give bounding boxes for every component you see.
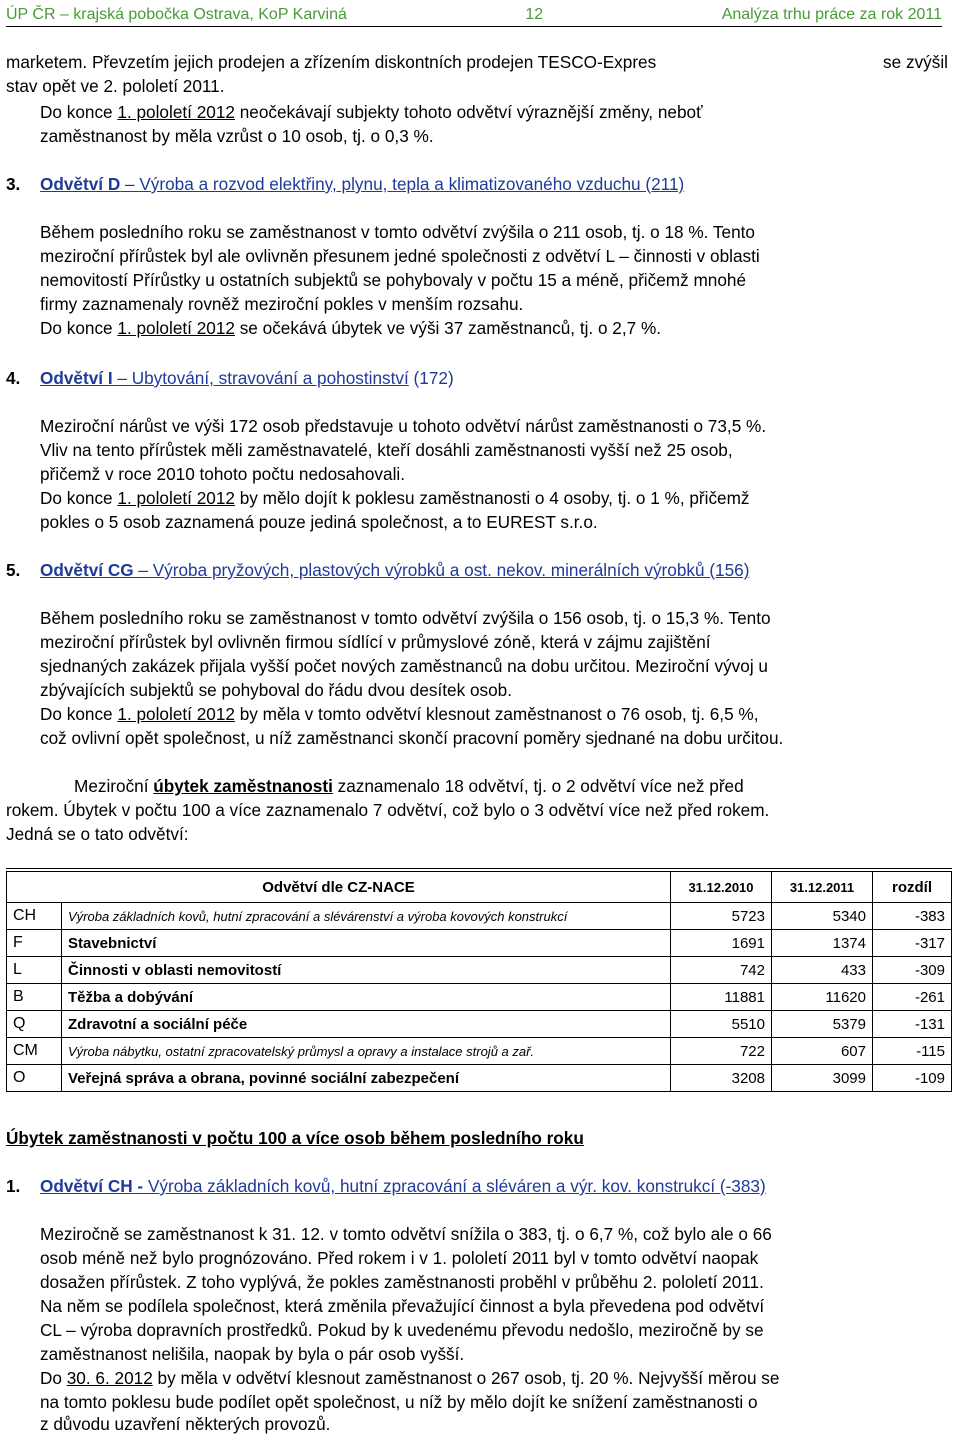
section-number: 4. [6, 368, 21, 388]
header-2011: 31.12.2011 [772, 870, 873, 903]
paragraph-line: Do konce 1. pololetí 2012 se očekává úbytek ve výši 37 zaměstnanců, tj. o 2,7 %. [40, 318, 662, 338]
paragraph-line: firmy zaznamenaly rovněž meziroční pokles v menším rozsahu. [40, 294, 524, 314]
paragraph-line: Meziroční nárůst ve výši 172 osob představuje u tohoto odvětví nárůst zaměstnanosti o 73,5 %. [40, 416, 767, 436]
decline-heading: Úbytek zaměstnanosti v počtu 100 a více osob během posledního roku [6, 1128, 584, 1148]
paragraph-line: Meziročně se zaměstnanost k 31. 12. v tomto odvětví snížila o 383, tj. o 6,7 %, což bylo ale o 66 [40, 1224, 772, 1244]
decline-table [6, 868, 952, 1092]
paragraph-line: Meziroční úbytek zaměstnanosti zaznamenalo 18 odvětví, tj. o 2 odvětví více než před [74, 776, 744, 796]
section-number: 1. [6, 1176, 21, 1196]
paragraph-line: rokem. Úbytek v počtu 100 a více zaznamenalo 7 odvětví, což bylo o 3 odvětví více než před rokem. [6, 800, 770, 820]
header-2010: 31.12.2010 [671, 870, 772, 903]
paragraph-line: sjednaných zakázek přijala vyšší počet nových zaměstnanců na dobu určitou. Meziroční vývoj u [40, 656, 768, 676]
paragraph-line: Do konce 1. pololetí 2012 by měla v tomto odvětví klesnout zaměstnanost o 76 osob, tj. 6,5 %, [40, 704, 759, 724]
paragraph-line: nemovitostí Přírůstky u ostatních subjektů se pohybovaly v počtu 15 a méně, přičemž mnohé [40, 270, 746, 290]
paragraph-line: Na něm se podílela společnost, která změnila převažující činnost a byla převedena pod odvětví [40, 1296, 765, 1316]
paragraph-line: meziroční přírůstek byl ovlivněn firmou sídlící v průmyslové zóně, která v zájmu zajištění [40, 632, 711, 652]
paragraph-line: Do 30. 6. 2012 by měla v odvětví klesnout zaměstnanost o 267 osob, tj. 20 %. Nejvyšší měrou se [40, 1368, 780, 1388]
paragraph-line: marketem. Převzetím jejich prodejen a zřízením diskontních prodejen TESCO-Expres se zvýšil [6, 52, 948, 72]
paragraph-line: Do konce 1. pololetí 2012 neočekávají subjekty tohoto odvětví výraznější změny, neboť [40, 102, 703, 122]
header-left: ÚP ČR – krajská pobočka Ostrava, KoP Karviná [6, 6, 347, 23]
header-diff: rozdíl [873, 870, 952, 903]
header-sector: Odvětví dle CZ-NACE [7, 870, 671, 903]
paragraph-line: meziroční přírůstek byl ale ovlivněn přesunem jedné společnosti z odvětví L – činnosti v oblasti [40, 246, 760, 266]
paragraph-line: zbývajících subjektů se pohyboval do řádu dvou desítek osob. [40, 680, 512, 700]
section-heading: Odvětví CG – Výroba pryžových, plastových výrobků a ost. nekov. minerálních výrobků (156) [40, 560, 750, 580]
paragraph-line: pokles o 5 osob zaznamená pouze jediná společnost, a to EUREST s.r.o. [40, 512, 598, 532]
paragraph-line: z důvodu uzavření některých provozů. [40, 1414, 331, 1434]
section-heading: Odvětví CH - Výroba základních kovů, hutní zpracování a sléváren a výr. kov. konstrukcí (-383) [40, 1176, 766, 1196]
paragraph-line: osob méně než bylo prognózováno. Před rokem i v 1. pololetí 2011 byl v tomto odvětví naopak [40, 1248, 759, 1268]
header-page-number: 12 [525, 6, 544, 23]
table-row: L Činnosti v oblasti nemovitostí 742 433 -309 [7, 957, 952, 984]
paragraph-line: dosažen přírůstek. Z toho vyplývá, že pokles zaměstnanosti proběhl v průběhu 2. pololetí 2011. [40, 1272, 764, 1292]
section-number: 5. [6, 560, 21, 580]
section-number: 3. [6, 174, 21, 194]
paragraph-line: stav opět ve 2. pololetí 2011. [6, 76, 225, 96]
table-row: B Těžba a dobývání 11881 11620 -261 [7, 984, 952, 1011]
paragraph-line: zaměstnanost by měla vzrůst o 10 osob, tj. o 0,3 %. [40, 126, 434, 146]
page-header [6, 4, 942, 27]
header-right: Analýza trhu práce za rok 2011 [721, 6, 942, 23]
section-heading: Odvětví D – Výroba a rozvod elektřiny, plynu, tepla a klimatizovaného vzduchu (211) [40, 174, 685, 194]
paragraph-line: Do konce 1. pololetí 2012 by mělo dojít k poklesu zaměstnanosti o 4 osoby, tj. o 1 %, přičemž [40, 488, 750, 508]
paragraph-line: na tomto poklesu bude podílet opět společnost, u níž by mělo dojít ke snížení zaměstnanosti o [40, 1392, 758, 1412]
paragraph-line: Vliv na tento přírůstek měli zaměstnavatelé, kteří dosáhli zaměstnanosti vyšší než 25 osob, [40, 440, 733, 460]
paragraph-line: zaměstnanost nelišila, naopak by byla o pár osob vyšší. [40, 1344, 465, 1364]
paragraph-line: Jedná se o tato odvětví: [6, 824, 189, 844]
paragraph-line: Během posledního roku se zaměstnanost v tomto odvětví zvýšila o 211 osob, tj. o 18 %. Tento [40, 222, 755, 242]
paragraph-line: což ovlivní opět společnost, u níž zaměstnanci skončí pracovní poměry sjednané na dobu určitou. [40, 728, 784, 748]
table-row: CH Výroba základních kovů, hutní zpracování a slévárenství a výroba kovových konstrukcí 5723 5340 -383 [7, 903, 952, 930]
table-row: F Stavebnictví 1691 1374 -317 [7, 930, 952, 957]
paragraph-line: CL – výroba dopravních prostředků. Pokud by k uvedenému převodu nedošlo, meziročně by se [40, 1320, 764, 1340]
paragraph-line: přičemž v roce 2010 tohoto počtu nedosahovali. [40, 464, 405, 484]
table-row: Q Zdravotní a sociální péče 5510 5379 -131 [7, 1011, 952, 1038]
table-row: CM Výroba nábytku, ostatní zpracovatelský průmysl a opravy a instalace strojů a zař. 722 607 -115 [7, 1038, 952, 1065]
paragraph-line: Během posledního roku se zaměstnanost v tomto odvětví zvýšila o 156 osob, tj. o 15,3 %. Tento [40, 608, 771, 628]
table-row: O Veřejná správa a obrana, povinné sociální zabezpečení 3208 3099 -109 [7, 1065, 952, 1092]
table-header-row [7, 870, 952, 903]
section-heading: Odvětví I – Ubytování, stravování a pohostinství (172) [40, 368, 454, 388]
